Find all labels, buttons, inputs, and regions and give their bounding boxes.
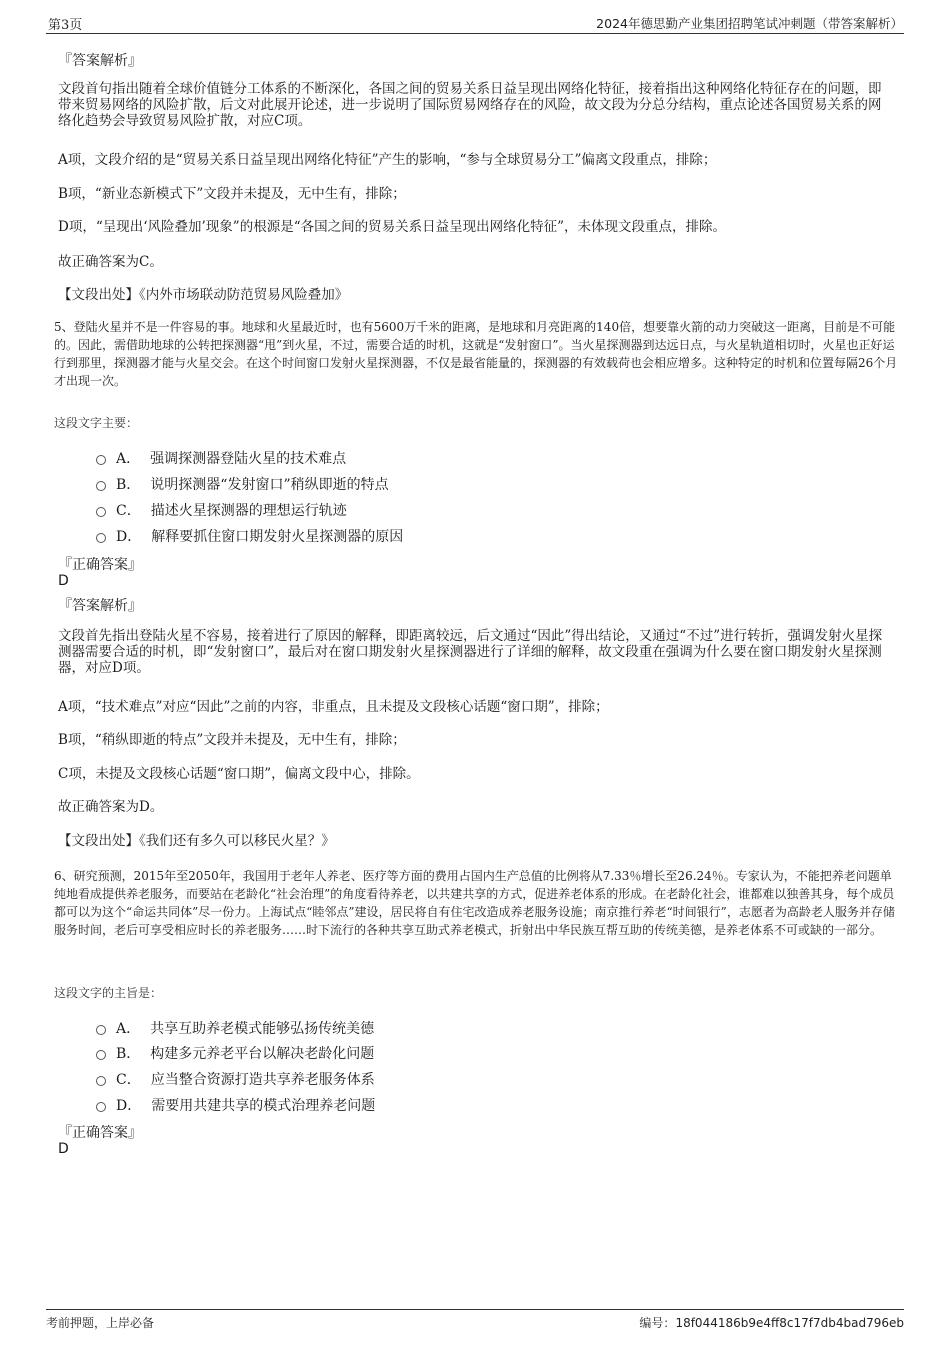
option-label: D． xyxy=(116,1098,142,1114)
option-text: 应当整合资源打造共享养老服务体系 xyxy=(150,1072,375,1088)
radio-button[interactable] xyxy=(96,481,106,491)
radio-button[interactable] xyxy=(96,455,106,465)
footer-code-value: 18f044186b9e4ff8c17f7db4bad796eb xyxy=(675,1316,904,1330)
q5-analysis-c: C项，未提及文段核心话题“窗口期”，偏离文段中心，排除。 xyxy=(58,766,420,782)
document-title: 2024年德思勤产业集团招聘笔试冲刺题（带答案解析） xyxy=(596,16,903,31)
q4-analysis-heading: 『答案解析』 xyxy=(58,53,142,69)
q4-source: 【文段出处】《内外市场联动防范贸易风险叠加》 xyxy=(58,287,349,303)
option-text: 构建多元养老平台以解决老龄化问题 xyxy=(150,1046,375,1062)
radio-button[interactable] xyxy=(96,1102,106,1112)
option-text: 描述火星探测器的理想运行轨迹 xyxy=(150,503,347,519)
option-label: A． xyxy=(116,1021,141,1037)
q4-analysis-d: D项，“呈现出‘风险叠加’现象”的根源是“各国之间的贸易关系日益呈现出网络化特征”，未体现文段重点，排除。 xyxy=(58,219,727,235)
radio-button[interactable] xyxy=(96,507,106,517)
footer-slogan: 考前押题，上岸必备 xyxy=(46,1316,155,1330)
q6-answer: D xyxy=(58,1141,69,1157)
q5-option-a[interactable] xyxy=(96,448,346,468)
page-number: 第3页 xyxy=(48,18,83,33)
option-label: D． xyxy=(116,529,142,545)
q5-option-c[interactable] xyxy=(96,500,347,520)
q4-analysis-a: A项，文段介绍的是“贸易关系日益呈现出网络化特征”产生的影响，“参与全球贸易分工”偏离文段重点，排除； xyxy=(58,152,717,168)
q6-option-c[interactable] xyxy=(96,1069,375,1089)
option-label: A． xyxy=(116,451,141,467)
q6-answer-heading: 『正确答案』 xyxy=(58,1125,142,1141)
q5-prompt: 这段文字主要： xyxy=(54,416,139,430)
option-label: C． xyxy=(116,1072,141,1088)
q6-option-a[interactable] xyxy=(96,1018,374,1038)
q5-stem: 5、登陆火星并不是一件容易的事。地球和火星最近时，也有5600万千米的距离，是地球和月亮距离的140倍，想要靠火箭的动力突破这一距离，目前是不可能的。因此，需借助地球的公转把探测器“甩”到火星，不过，需要合适的时机，这就是“发射窗口”。当火星探测器到达远日点，与火星轨道相切时，火星也正好运行到那里，探测器才能与火星交会。在这个时间窗口发射火星探测器，不仅是最省能量的，探测器的有效载荷也会相应增多。这种特定的时机和位置每隔26个月才出现一次。 xyxy=(54,320,898,388)
radio-button[interactable] xyxy=(96,1025,106,1035)
q5-source: 【文段出处】《我们还有多久可以移民火星？》 xyxy=(58,833,335,849)
q5-option-b[interactable] xyxy=(96,474,389,494)
q4-conclusion: 故正确答案为C。 xyxy=(58,254,163,270)
q5-analysis-heading: 『答案解析』 xyxy=(58,598,142,614)
q4-analysis-body: 文段首句指出随着全球价值链分工体系的不断深化，各国之间的贸易关系日益呈现出网络化特征，接着指出这种网络化特征存在的问题，即带来贸易网络的风险扩散，后文对此展开论述，进一步说明了国际贸易网络存在的风险，故文段为分总分结构，重点论述各国贸易关系的网络化趋势会导致贸易风险扩散，对应C项。 xyxy=(58,81,882,129)
radio-button[interactable] xyxy=(96,533,106,543)
option-text: 解释要抓住窗口期发射火星探测器的原因 xyxy=(151,529,404,545)
q5-conclusion: 故正确答案为D。 xyxy=(58,799,164,815)
option-text: 说明探测器“发射窗口”稍纵即逝的特点 xyxy=(150,477,389,493)
q5-analysis-a: A项，“技术难点”对应“因此”之前的内容，非重点，且未提及文段核心话题“窗口期”，排除； xyxy=(58,699,609,715)
q4-analysis-b: B项，“新业态新模式下”文段并未提及，无中生有，排除； xyxy=(58,186,406,202)
footer-rule xyxy=(46,1309,904,1310)
q5-answer: D xyxy=(58,573,69,589)
option-label: B． xyxy=(116,1046,141,1062)
option-label: C． xyxy=(116,503,141,519)
option-text: 需要用共建共享的模式治理养老问题 xyxy=(151,1098,376,1114)
radio-button[interactable] xyxy=(96,1050,106,1060)
footer-code-label: 编号： xyxy=(639,1316,676,1330)
q6-option-b[interactable] xyxy=(96,1043,374,1063)
q5-analysis-body: 文段首先指出登陆火星不容易，接着进行了原因的解释，即距离较远，后文通过“因此”得出结论，又通过“不过”进行转折，强调发射火星探测器需要合适的时机，即“发射窗口”，最后对在窗口期发射火星探测器进行了详细的解释，故文段重在强调为什么要在窗口期发射火星探测器，对应D项。 xyxy=(58,628,883,676)
option-text: 共享互助养老模式能够弘扬传统美德 xyxy=(150,1021,375,1037)
option-label: B． xyxy=(116,477,141,493)
footer-code xyxy=(639,1314,904,1331)
q5-answer-heading: 『正确答案』 xyxy=(58,557,142,573)
radio-button[interactable] xyxy=(96,1076,106,1086)
q5-analysis-b: B项，“稍纵即逝的特点”文段并未提及，无中生有，排除； xyxy=(58,732,406,748)
q6-stem: 6、研究预测，2015年至2050年，我国用于老年人养老、医疗等方面的费用占国内生产总值的比例将从7.33％增长至26.24％。专家认为，不能把养老问题单纯地看成提供养老服务，而要站在老龄化“社会治理”的角度看待养老，以共建共享的方式，促进养老体系的形成。在老龄化社会，谁都难以独善其身，每个成员都可以为这个“命运共同体”尽一份力。上海试点“睦邻点”建设，居民将自有住宅改造成养老服务设施；南京推行养老“时间银行”，志愿者为高龄老人服务并存储服务时间，老后可享受相应时长的养老服务……时下流行的各种共享互助式养老模式，折射出中华民族互帮互助的传统美德，是养老体系不可或缺的一部分。 xyxy=(54,869,895,937)
q5-option-d[interactable] xyxy=(96,526,403,546)
q6-prompt: 这段文字的主旨是： xyxy=(54,986,163,1000)
q6-option-d[interactable] xyxy=(96,1095,375,1115)
header-rule xyxy=(46,33,904,34)
option-text: 强调探测器登陆火星的技术难点 xyxy=(150,451,347,467)
